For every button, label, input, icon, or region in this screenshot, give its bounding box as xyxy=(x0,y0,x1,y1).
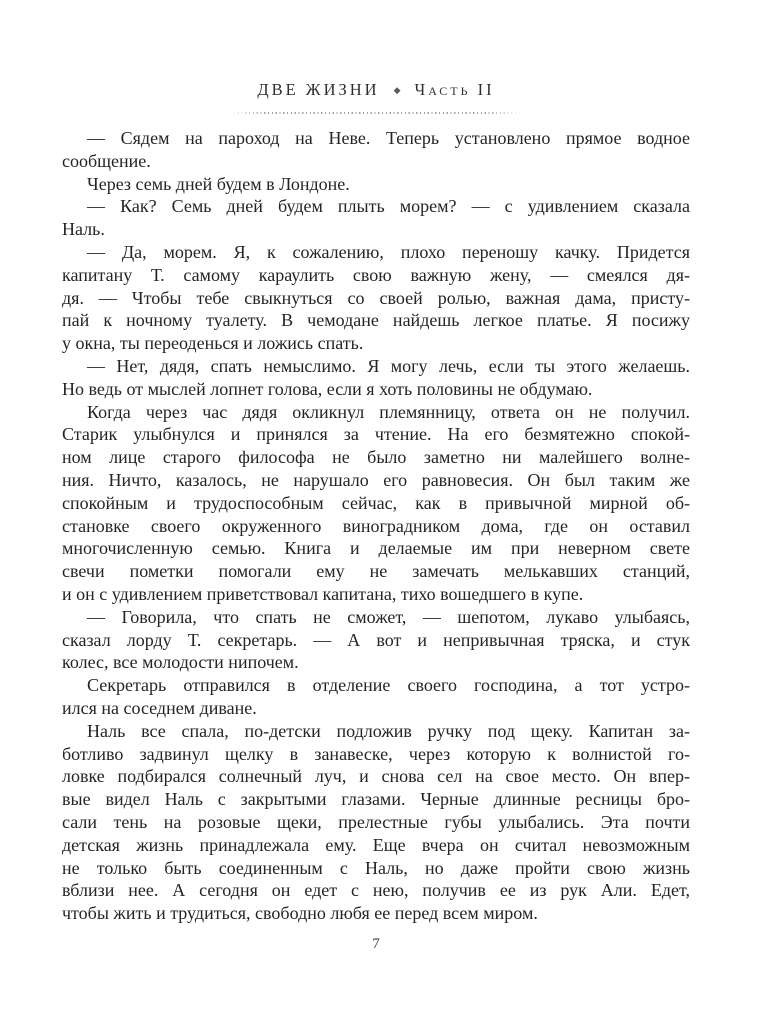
text-line: Секретарь отправился в отделение своего господина, а тот устро- xyxy=(87,675,690,696)
diamond-separator-icon: ◆ xyxy=(393,84,401,95)
text-line: капитану Т. самому караулить свою важную жену, — смеялся дя- xyxy=(62,264,690,285)
paragraph xyxy=(62,173,690,196)
text-block xyxy=(62,127,690,925)
text-line: многочисленную семью. Книга и делаемые им при неверном свете xyxy=(62,538,690,559)
text-line: Наль все спала, по-детски подложив ручку под щеку. Капитан за- xyxy=(87,720,690,741)
text-line: — Сядем на пароход на Неве. Теперь установлено прямое водное xyxy=(87,128,690,148)
text-line: сали тень на розовые щеки, прелестные губы улыбались. Эта почти xyxy=(62,811,690,832)
text-line: Наль. xyxy=(62,219,105,240)
text-line: Через семь дней будем в Лондоне. xyxy=(87,173,350,194)
text-line: вблизи нее. А сегодня он едет с нею, получив ее из рук Али. Едет, xyxy=(62,880,690,901)
text-line: дя. — Чтобы тебе свыкнуться со своей ролью, важная дама, присту- xyxy=(62,287,690,308)
paragraph xyxy=(62,720,690,925)
text-line: становке своего окруженного виноградником дома, где он оставил xyxy=(62,515,690,536)
text-line: сообщение. xyxy=(62,150,151,171)
text-line: и он с удивлением приветствовал капитана, тихо вошедшего в купе. xyxy=(62,583,584,604)
text-line: чтобы жить и трудиться, свободно любя ее перед всем миром. xyxy=(62,903,538,924)
text-line: свечи пометки помогали ему не замечать мелькавших станций, xyxy=(62,561,690,582)
paragraph xyxy=(62,241,690,355)
page-number: 7 xyxy=(372,936,380,952)
text-line: Но ведь от мыслей лопнет голова, если я хоть половины не обдумаю. xyxy=(62,378,593,399)
paragraph xyxy=(62,606,690,674)
text-line: ния. Ничто, казалось, не нарушало его равновесия. Он был таким же xyxy=(62,469,690,490)
text-line: ботливо задвинул щелку в занавеске, через которую к волнистой го- xyxy=(62,743,690,764)
paragraph xyxy=(62,127,690,173)
header-dotted-rule xyxy=(230,112,522,114)
text-line: Старик улыбнулся и принялся за чтение. На его безмятежно спокой- xyxy=(62,424,690,445)
text-line: не только быть соединенным с Наль, но даже пройти свою жизнь xyxy=(62,857,690,878)
text-line: ном лице старого философа не было заметно ни малейшего волне- xyxy=(62,447,690,468)
text-line: сказал лорду Т. секретарь. — А вот и непривычная тряска, и стук xyxy=(62,629,690,650)
text-line: у окна, ты переоденься и ложись спать. xyxy=(62,333,364,354)
text-line: Когда через час дядя окликнул племянницу, ответа он не получил. xyxy=(87,401,690,422)
paragraph xyxy=(62,195,690,241)
running-header xyxy=(62,80,690,100)
text-line: — Да, морем. Я, к сожалению, плохо переношу качку. Придется xyxy=(87,241,690,262)
paragraph xyxy=(62,674,690,720)
book-title: ДВЕ ЖИЗНИ xyxy=(257,80,380,99)
text-line: ился на соседнем диване. xyxy=(62,697,257,718)
text-line: спокойным и трудоспособным сейчас, как в привычной мирной об- xyxy=(62,492,690,513)
paragraph xyxy=(62,401,690,606)
text-line: вые видел Наль с закрытыми глазами. Черные длинные ресницы бро- xyxy=(62,789,690,810)
text-line: детская жизнь принадлежала ему. Еще вчера он считал невозможным xyxy=(62,834,690,855)
text-line: колес, все молодости нипочем. xyxy=(62,652,299,673)
text-line: ловке подбирался солнечный луч, и снова сел на свое место. Он впер- xyxy=(62,766,690,787)
text-line: — Говорила, что спать не сможет, — шепотом, лукаво улыбаясь, xyxy=(87,606,690,627)
text-line: — Как? Семь дней будем плыть морем? — с удивлением сказала xyxy=(87,196,690,217)
paragraph xyxy=(62,355,690,401)
part-title: Часть II xyxy=(414,80,495,99)
text-line: пай к ночному туалету. В чемодане найдешь легкое платье. Я посижу xyxy=(62,310,690,331)
text-line: — Нет, дядя, спать немыслимо. Я могу лечь, если ты этого желаешь. xyxy=(87,355,690,376)
